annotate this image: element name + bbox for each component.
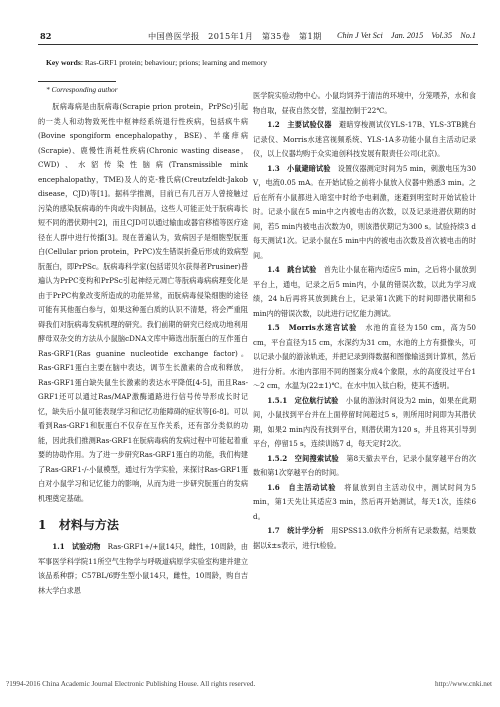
- subsection-1-1-text: Ras-GRF1+/+鼠14只，雌性，10周龄，由军事医学科学院11所空气生物学与呼吸道病原学实验室构建并建立该品系种群；C57BL/6野生型小鼠14只，雌性，10周龄，购自吉林大学白求恩: [38, 542, 248, 595]
- cnki-link[interactable]: http://www.cnki.net: [434, 680, 492, 688]
- subsection-1-2-text: 避暗穿梭测试仪YLS-17B、YLS-3TB跳台记录仪、Morris水迷宫视频系统、YLS-1A多功能小鼠自主活动记录仪，以上仪器均购于众实迪创科技发展有限责任公司(北京)。: [253, 120, 476, 158]
- running-header: [38, 28, 478, 45]
- subsection-1-7-heading: 1.7 统计学分析: [267, 526, 324, 535]
- section-number: 1: [38, 518, 47, 532]
- footnote-rule: [38, 81, 116, 82]
- continued-paragraph: 医学院实验动物中心。小鼠均饲养于清洁的环境中，分笼喂养，水和食物自取，昼夜自然交替，室温控制于22℃。: [253, 91, 476, 115]
- subsection-1-6: [253, 481, 476, 525]
- intro-paragraph: 朊病毒病是由朊病毒(Scrapie prion protein，PrPSc)引起的一类人和动物致死性中枢神经系统退行性疾病，包括疯牛病(Bovine spongiform encephalopathy，BSE)、羊瘙痒病(Scrapie)、鹿慢性消耗性疾病(Chronic wasting disease，CWD)、水貂传染性脑病(Transmissible mink encephalopathy，TME)及人的克-雅氏病(Creutzfeldt-Jakob disease，CJD)等[1]。据科学推测，目前已有几百万人曾接触过污染的感染朊病毒的牛肉或牛肉制品，这些人可能正处于朊病毒长短不同的潜伏期中[2]，而且CJD可以通过输血或器官移植等医疗途径在人群中进行传播[3]。现在普遍认为，致病因子是细胞型朊蛋白(Cellular prion protein，PrPC)发生错误折叠后形成的致病型朊蛋白，即PrPSc。朊病毒科学家(包括诺贝尔获得者Prusiner)普遍认为PrPC变构和PrPSc引起神经元凋亡等朊病毒病病理变化是由于PrPC构象改变所造成的功能异常，而朊病毒侵染细胞的途径可能有其他蛋白参与，如果这种蛋白质的认识不清楚，将会严重阻碍我们对朊病毒发病机理的研究。我们前期的研究已经成功地利用酵母双杂交的方法从小鼠脑cDNA文库中筛选出朊蛋白的互作蛋白Ras-GRF1(Ras guanine nucleotide exchange factor)。Ras-GRF1蛋白主要在脑中表达，调节生长激素的合成和释放，Ras-GRF1蛋白缺失鼠生长激素的表达水平降低[4-5]，而且Ras-GRF1还可以通过Ras/MAP激酶通路进行信号传导形成长时记忆，缺失后小鼠可能表现学习和记忆功能障碍的症状等[6-8]。可以看到Ras-GRF1和朊蛋白不仅存在互作关系，还有部分类似的功能，因此我们推测Ras-GRF1在朊病毒病的发病过程中可能起着重要的协助作用。为了进一步研究Ras-GRF1蛋白的功能，我们构建了Ras-GRF1-/-小鼠模型，通过行为学实验，来探讨Ras-GRF1蛋白对小鼠学习和记忆能力的影响，从而为进一步研究朊蛋白的发病机理奠定基础。: [38, 102, 248, 503]
- subsection-1-6-text: 将鼠放到自主活动仪中，测试时间为5 min，第1天先让其适应3 min，然后再开始测试，每天1次，连续6 d。: [253, 482, 476, 521]
- subsection-1-4-text: 首先让小鼠在箱内适应5 min，之后将小鼠放到平台上，通电，记录之后5 min内，小鼠的错误次数，以此为学习成绩，24 h后再将其放到跳台上，记录第1次跳下的时间即潜伏期和5 min内的错误次数，以此进行记忆能力测试。: [253, 265, 476, 318]
- keywords-text: : Ras-GRF1 protein; behaviour; prions; learning and memory: [80, 58, 268, 67]
- right-column: [253, 89, 476, 553]
- subsection-1-5-1-text: 小鼠的游泳时间设为2 min，如果在此期间，小鼠找到平台并在上面停留时间超过5 s，则所用时间即为其潜伏期，如果2 min内没有找到平台，则潜伏期为120 s，并且将其引导到平台，停留15 s，连续训练7 d，每天定时2次。: [253, 395, 476, 448]
- subsection-1-3-text: 设置仪器测定时间为5 min，刺激电压为30 V，电流0.05 mA。在开始试验之前将小鼠放入仪器中熟悉3 min。之后在所有小鼠都进入暗室中时给予电刺激，迷避到明室时开始试验计时。记录小鼠在5 min中之内被电击的次数，以及记录进潜伏期的时间，若5 min内被电击次数为0，则该潜伏期记为300 s。试验持续3 d每天测试1次。记录小鼠在5 min中内的被电击次数及首次被电击的时间。: [253, 163, 476, 260]
- subsection-1-7-text: 用SPSS13.0软件分析所有记录数据，结果数据以x̄±s表示，进行t检验。: [253, 526, 476, 550]
- subsection-1-5-2-heading: 1.5.2 空间搜索试验: [267, 453, 339, 463]
- subsection-1-2-heading: 1.2 主要试验仪器: [267, 120, 332, 129]
- section-heading: [38, 516, 248, 534]
- subsection-1-3-heading: 1.3 小鼠避暗试验: [267, 163, 331, 173]
- corresponding-author-note: * Corresponding author: [46, 85, 118, 94]
- keywords-line: [46, 57, 472, 68]
- subsection-1-5-2: [253, 452, 476, 481]
- subsection-1-5-1: [253, 394, 476, 452]
- subsection-1-5-2-text: 第8天撤去平台，记录小鼠穿越平台的次数和第1次穿越平台的时间。: [253, 453, 476, 477]
- subsection-1-5-text: 水池的直径为150 cm，高为50 cm，平台直径为15 cm，水深约为31 cm，水池的上方有摄像头，可以记录小鼠的游泳轨迹，并把记录到得数据和图像输送到计算机，然后进行分析。水池内部用不同的图案分成4个象限，水的高度没过平台1～2 cm，水温为(22±1)℃。在水中加入钛白粉，使其不透明。: [253, 323, 476, 390]
- subsection-1-6-heading: 1.6 自主活动试验: [267, 482, 337, 492]
- journal-title-en: Chin J Vet Sci Jan. 2015 Vol.35 No.1: [337, 31, 476, 40]
- subsection-1-2: [253, 118, 476, 162]
- left-column: [38, 100, 248, 598]
- subsection-1-4: [253, 263, 476, 321]
- subsection-1-4-heading: 1.4 跳台试验: [267, 265, 317, 274]
- subsection-1-5: [253, 321, 476, 394]
- subsection-1-7: [253, 524, 476, 553]
- subsection-1-1-heading: 1.1 试验动物: [52, 542, 101, 551]
- subsection-1-3: [253, 162, 476, 264]
- keywords-label: Key words: [46, 58, 81, 67]
- section-title: 材料与方法: [58, 518, 119, 532]
- subsection-1-1: [38, 540, 248, 598]
- page-number: 82: [40, 31, 52, 41]
- subsection-1-5-heading: 1.5 Morris水迷宫试验: [267, 323, 358, 332]
- subsection-1-5-1-heading: 1.5.1 定位航行试验: [267, 395, 339, 405]
- copyright-notice: ?1994-2016 China Academic Journal Electronic Publishing House. All rights reserved.: [6, 680, 256, 688]
- journal-title-cn: 中国兽医学报 2015年1月 第35卷 第1期: [148, 31, 322, 41]
